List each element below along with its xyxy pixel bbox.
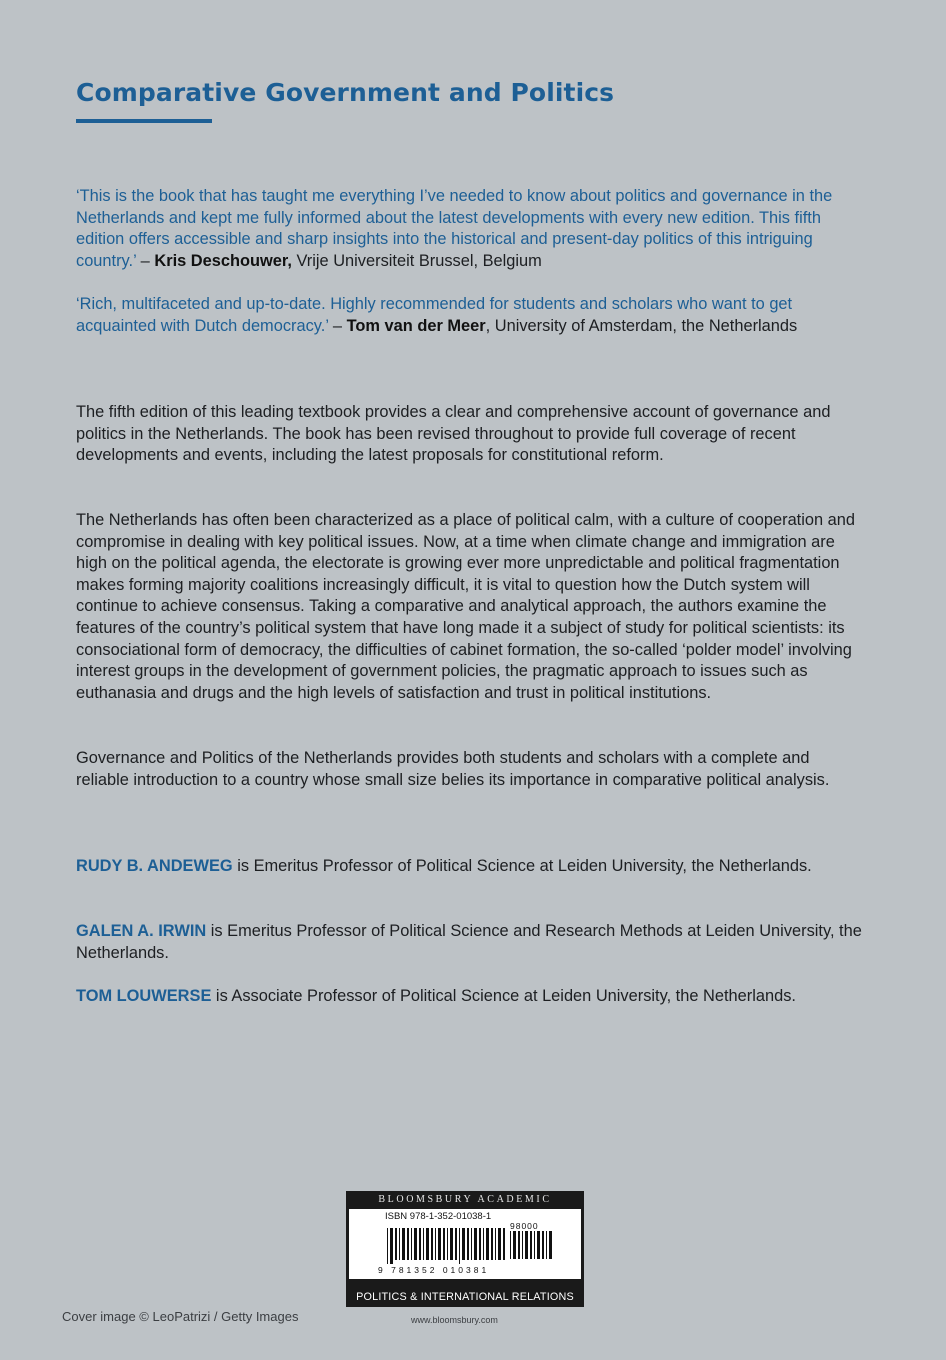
- isbn-number: ISBN 978-1-352-01038-1: [385, 1211, 492, 1222]
- publisher-website: www.bloomsbury.com: [411, 1315, 498, 1325]
- barcode-bar: [459, 1228, 460, 1264]
- endorsement-quote-2: [76, 294, 866, 337]
- author-bio-text: is Associate Professor of Political Science at Leiden University, the Netherlands.: [211, 987, 796, 1005]
- barcode-bar: [549, 1231, 552, 1259]
- barcode-bar: [411, 1228, 412, 1260]
- barcode-bar: [483, 1228, 484, 1260]
- series-title: Comparative Government and Politics: [76, 78, 615, 107]
- subject-category: POLITICS & INTERNATIONAL RELATIONS: [356, 1291, 574, 1303]
- author-bio-2: [76, 921, 866, 964]
- quote-author-name: Kris Deschouwer,: [154, 251, 292, 270]
- barcode-bar: [407, 1228, 409, 1260]
- barcode-bar: [450, 1228, 453, 1260]
- barcode-bar: [510, 1231, 511, 1259]
- barcode-bar: [423, 1228, 424, 1260]
- barcode-bar: [479, 1228, 481, 1260]
- barcode-bar: [414, 1228, 417, 1260]
- author-bio-text: is Emeritus Professor of Political Science at Leiden University, the Netherlands.: [232, 857, 812, 875]
- price-code: 98000: [510, 1221, 539, 1231]
- barcode-bar: [390, 1228, 393, 1264]
- barcode-bar: [498, 1228, 501, 1260]
- barcode-bar: [503, 1228, 505, 1260]
- barcode-bar: [546, 1231, 547, 1259]
- author-bio-3: [76, 986, 866, 1008]
- quote-affiliation: , University of Amsterdam, the Netherlands: [485, 316, 798, 335]
- quote-affiliation: Vrije Universiteit Brussel, Belgium: [291, 251, 542, 270]
- barcode-bar: [525, 1231, 528, 1259]
- barcode-bar: [419, 1228, 421, 1260]
- barcode-bar: [486, 1228, 489, 1260]
- author-bio-1: [76, 856, 866, 878]
- barcode-bar: [518, 1231, 520, 1259]
- quote-text: ‘This is the book that has taught me everything I’ve needed to know about politics and governance in the Netherlands and kept me fully informed about the latest developments with every new edition. This fifth edition offers accessible and sharp insights into the historical and present-day politics of this intriguing country.’: [76, 187, 833, 270]
- barcode-bar: [435, 1228, 436, 1260]
- description-paragraph-1: The fifth edition of this leading textbook provides a clear and comprehensive account of governance and politics in the Netherlands. The book has been revised throughout to provide full coverage of recent developments and events, including the latest proposals for constitutional reform.: [76, 403, 831, 465]
- author-name: TOM LOUWERSE: [76, 987, 212, 1005]
- author-bio-text: is Emeritus Professor of Political Science and Research Methods at Leiden University, the Netherlands.: [76, 922, 862, 962]
- description-paragraph-2: The Netherlands has often been characterized as a place of political calm, with a culture of cooperation and compromise in dealing with key political issues. Now, at a time when climate change and immigration are high on the political agenda, the electorate is growing ever more unpredictable and political fragmentation makes forming majority coalitions increasingly difficult, it is vital to question how the Dutch system will continue to achieve consensus. Taking a comparative and analytical approach, the authors examine the features of the country’s political system that have long made it a subject of study for political scientists: its consociational form of democracy, the difficulties of cabinet formation, the so-called ‘polder model’ involving interest groups in the development of government policies, the pragmatic approach to issues such as euthanasia and drugs and the high levels of satisfaction and trust in political institutions.: [76, 511, 856, 702]
- barcode-bar: [491, 1228, 493, 1260]
- cover-image-credit: Cover image © LeoPatrizi / Getty Images: [62, 1309, 299, 1324]
- barcode-bar: [534, 1231, 535, 1259]
- barcode-bar: [431, 1228, 433, 1260]
- barcode-bar: [395, 1228, 397, 1260]
- barcode-bar: [522, 1231, 523, 1259]
- barcode-bar: [474, 1228, 477, 1260]
- barcode-panel: [349, 1209, 581, 1279]
- quote-author-name: Tom van der Meer: [346, 316, 486, 335]
- barcode-bar: [387, 1228, 388, 1264]
- publisher-name: BLOOMSBURY ACADEMIC: [378, 1194, 552, 1205]
- barcode-bar: [542, 1231, 544, 1259]
- barcode-bar: [513, 1231, 516, 1259]
- barcode-bar: [447, 1228, 448, 1260]
- barcode-bar: [438, 1228, 441, 1260]
- barcode-bar: [467, 1228, 469, 1260]
- price-barcode-bars: [510, 1231, 554, 1263]
- barcode-bar: [399, 1228, 400, 1260]
- barcode-box: [346, 1191, 584, 1307]
- barcode-bar: [426, 1228, 429, 1260]
- barcode-bar: [537, 1231, 540, 1259]
- barcode-bar: [402, 1228, 405, 1260]
- quote-text: ‘Rich, multifaceted and up-to-date. Highly recommended for students and scholars who want to get acquainted with Dutch democracy.’: [76, 295, 793, 335]
- barcode-bar: [471, 1228, 472, 1260]
- barcode-bar: [443, 1228, 445, 1260]
- author-name: RUDY B. ANDEWEG: [76, 857, 233, 875]
- quote-dash: –: [136, 251, 155, 270]
- barcode-bar: [462, 1228, 465, 1260]
- barcode-bar: [530, 1231, 532, 1259]
- author-name: GALEN A. IRWIN: [76, 922, 207, 940]
- quote-dash: –: [328, 316, 347, 335]
- barcode-bar: [455, 1228, 457, 1260]
- description-paragraph-3: Governance and Politics of the Netherlands provides both students and scholars with a complete and reliable introduction to a country whose small size belies its importance in comparative political analysis.: [76, 749, 830, 789]
- isbn-barcode-bars: [387, 1228, 505, 1264]
- endorsement-quote-1: [76, 186, 866, 272]
- barcode-bar: [495, 1228, 496, 1260]
- title-underline: [76, 119, 212, 123]
- barcode-digits: 9 781352 010381: [378, 1265, 490, 1275]
